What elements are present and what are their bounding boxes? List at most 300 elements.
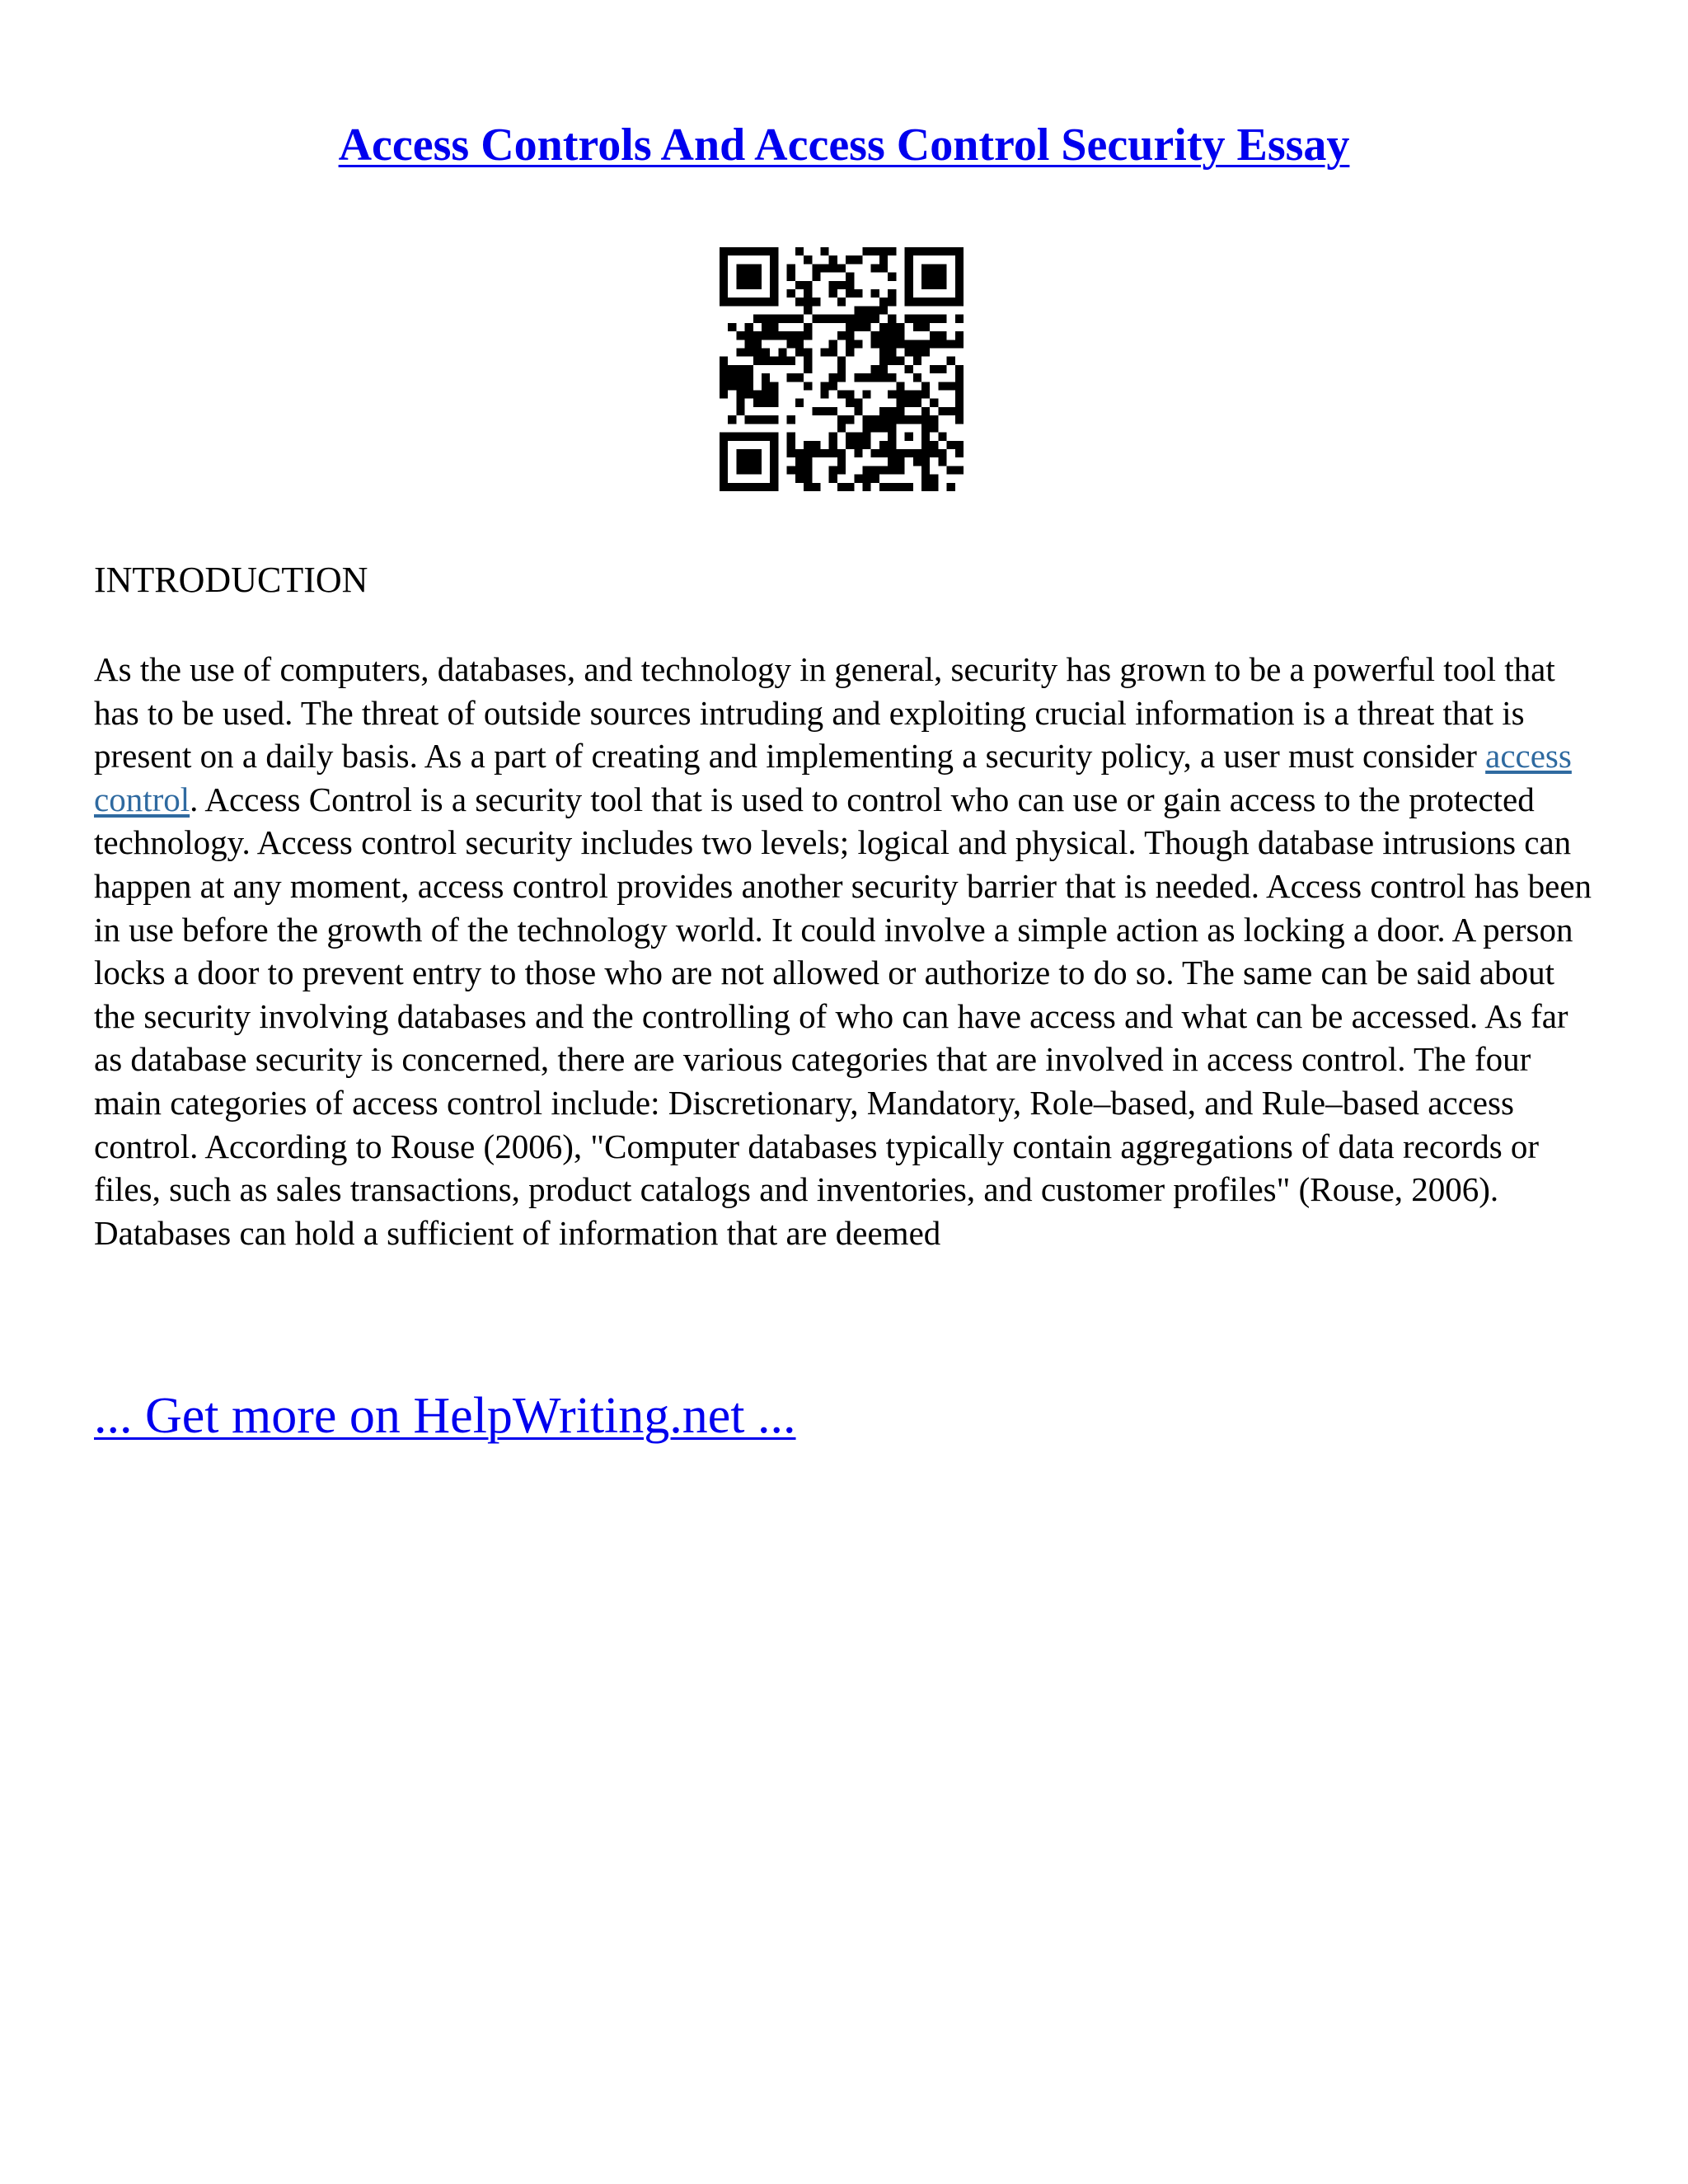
qr-module	[770, 449, 778, 457]
qr-module	[762, 298, 770, 306]
qr-module	[804, 348, 812, 356]
qr-module	[854, 475, 862, 483]
qr-module	[879, 298, 888, 306]
qr-module	[753, 457, 762, 466]
qr-module	[913, 449, 921, 457]
qr-module	[778, 348, 786, 356]
qr-module	[770, 382, 778, 390]
qr-module	[753, 415, 762, 424]
qr-module	[770, 399, 778, 407]
qr-module	[829, 255, 837, 264]
qr-module	[896, 457, 904, 466]
qr-module	[896, 382, 904, 390]
qr-module	[921, 466, 930, 474]
qr-module	[888, 391, 896, 399]
qr-module	[770, 323, 778, 331]
qr-module	[888, 373, 896, 382]
qr-module	[888, 298, 896, 306]
qr-module	[863, 247, 871, 255]
qr-module	[846, 273, 854, 281]
qr-module	[896, 407, 904, 415]
qr-module	[930, 399, 938, 407]
qr-module	[921, 415, 930, 424]
qr-module	[955, 331, 964, 340]
qr-module	[770, 441, 778, 449]
qr-module	[846, 441, 854, 449]
qr-module	[879, 373, 888, 382]
qr-module	[736, 466, 744, 474]
qr-module	[837, 264, 846, 272]
qr-module	[804, 441, 812, 449]
qr-module	[871, 424, 879, 432]
qr-module	[745, 273, 753, 281]
qr-module	[812, 407, 820, 415]
qr-module	[947, 441, 955, 449]
qr-module	[753, 264, 762, 272]
qr-module	[905, 365, 913, 373]
qr-module	[770, 331, 778, 340]
qr-module	[888, 457, 896, 466]
qr-module	[753, 483, 762, 491]
qr-module	[728, 382, 736, 390]
qr-module	[955, 407, 964, 415]
qr-module	[720, 273, 728, 281]
qr-module	[955, 391, 964, 399]
qr-module	[888, 433, 896, 441]
qr-module	[770, 281, 778, 289]
qr-module	[921, 483, 930, 491]
qr-module	[795, 457, 804, 466]
qr-module	[888, 424, 896, 432]
qr-module	[720, 391, 728, 399]
qr-module	[770, 264, 778, 272]
qr-module	[888, 340, 896, 348]
qr-module	[829, 340, 837, 348]
qr-module	[938, 331, 946, 340]
qr-module	[938, 247, 946, 255]
qr-module	[795, 315, 804, 323]
qr-module	[871, 475, 879, 483]
qr-module	[720, 449, 728, 457]
qr-module	[888, 357, 896, 365]
qr-module	[770, 391, 778, 399]
qr-module	[736, 348, 744, 356]
qr-module	[888, 331, 896, 340]
qr-module	[938, 449, 946, 457]
qr-module	[905, 281, 913, 289]
qr-module	[720, 382, 728, 390]
qr-module	[913, 415, 921, 424]
qr-module	[921, 348, 930, 356]
qr-module	[905, 415, 913, 424]
qr-module	[888, 348, 896, 356]
qr-module	[854, 441, 862, 449]
qr-module	[795, 281, 804, 289]
qr-module	[753, 315, 762, 323]
qr-module	[829, 315, 837, 323]
qr-module	[871, 415, 879, 424]
qr-module	[846, 415, 854, 424]
qr-module	[921, 323, 930, 331]
qr-module	[938, 382, 946, 390]
qr-module	[795, 449, 804, 457]
qr-module	[896, 391, 904, 399]
qr-module	[947, 466, 955, 474]
qr-module	[905, 449, 913, 457]
qr-module	[930, 315, 938, 323]
qr-module	[787, 289, 795, 298]
qr-module	[736, 457, 744, 466]
qr-module	[837, 365, 846, 373]
qr-module	[787, 273, 795, 281]
qr-module	[770, 289, 778, 298]
qr-module	[787, 331, 795, 340]
qr-module	[736, 449, 744, 457]
qr-module	[854, 340, 862, 348]
qr-module	[745, 433, 753, 441]
qr-module	[905, 391, 913, 399]
qr-module	[846, 281, 854, 289]
qr-module	[871, 306, 879, 314]
qr-module	[854, 399, 862, 407]
qr-module	[812, 273, 820, 281]
qr-module	[736, 483, 744, 491]
qr-module	[913, 391, 921, 399]
qr-module	[770, 273, 778, 281]
qr-module	[879, 357, 888, 365]
qr-module	[762, 391, 770, 399]
qr-module	[905, 399, 913, 407]
qr-module	[753, 348, 762, 356]
qr-module	[888, 483, 896, 491]
qr-module	[846, 391, 854, 399]
qr-module	[753, 281, 762, 289]
qr-module	[863, 315, 871, 323]
qr-module	[955, 298, 964, 306]
qr-module	[888, 315, 896, 323]
more-link-container	[94, 1385, 796, 1447]
title-link[interactable]: Access Controls And Access Control Security Essay	[338, 120, 1350, 171]
qr-module	[804, 457, 812, 466]
qr-module	[753, 399, 762, 407]
qr-module	[879, 340, 888, 348]
qr-module	[762, 382, 770, 390]
qr-module	[913, 457, 921, 466]
qr-module	[947, 407, 955, 415]
qr-module	[720, 466, 728, 474]
qr-module	[896, 449, 904, 457]
qr-module	[787, 433, 795, 441]
qr-module	[896, 357, 904, 365]
qr-module	[854, 407, 862, 415]
qr-module	[728, 433, 736, 441]
qr-module	[921, 475, 930, 483]
qr-module	[829, 441, 837, 449]
qr-module	[829, 466, 837, 474]
qr-module	[871, 340, 879, 348]
qr-module	[896, 483, 904, 491]
qr-module	[921, 298, 930, 306]
qr-module	[804, 382, 812, 390]
qr-module	[955, 365, 964, 373]
qr-module	[804, 323, 812, 331]
qr-module	[913, 357, 921, 365]
qr-module	[888, 289, 896, 298]
qr-module	[837, 298, 846, 306]
qr-module	[854, 255, 862, 264]
qr-module	[804, 365, 812, 373]
qr-module	[837, 415, 846, 424]
qr-module	[955, 449, 964, 457]
qr-module	[778, 331, 786, 340]
qr-module	[720, 289, 728, 298]
qr-module	[854, 373, 862, 382]
qr-module	[736, 433, 744, 441]
qr-module	[720, 483, 728, 491]
qr-module	[930, 331, 938, 340]
qr-module	[787, 466, 795, 474]
qr-module	[795, 475, 804, 483]
qr-module	[863, 391, 871, 399]
qr-module	[871, 247, 879, 255]
qr-module	[745, 391, 753, 399]
qr-module	[930, 441, 938, 449]
qr-module	[745, 365, 753, 373]
qr-module	[921, 424, 930, 432]
qr-module	[888, 441, 896, 449]
qr-module	[770, 247, 778, 255]
qr-module	[955, 373, 964, 382]
qr-module	[888, 466, 896, 474]
qr-module	[770, 475, 778, 483]
qr-module	[938, 315, 946, 323]
qr-module	[736, 365, 744, 373]
qr-module	[736, 373, 744, 382]
qr-module	[720, 441, 728, 449]
qr-module	[745, 348, 753, 356]
qr-module	[913, 348, 921, 356]
qr-module	[846, 340, 854, 348]
qr-module	[879, 255, 888, 264]
qr-module	[871, 315, 879, 323]
qr-module	[720, 457, 728, 466]
qr-module	[921, 247, 930, 255]
qr-module	[955, 264, 964, 272]
qr-module	[863, 323, 871, 331]
qr-module	[837, 331, 846, 340]
qr-module	[812, 449, 820, 457]
qr-module	[871, 365, 879, 373]
qr-module	[930, 340, 938, 348]
qr-module	[888, 407, 896, 415]
qr-module	[736, 391, 744, 399]
qr-module	[753, 331, 762, 340]
qr-module	[871, 264, 879, 272]
qr-module	[905, 264, 913, 272]
qr-module	[778, 357, 786, 365]
qr-module	[888, 449, 896, 457]
qr-module	[854, 289, 862, 298]
qr-module	[955, 382, 964, 390]
qr-module	[736, 407, 744, 415]
qr-module	[829, 449, 837, 457]
get-more-link[interactable]: ... Get more on HelpWriting.net ...	[94, 1388, 796, 1444]
qr-module	[913, 298, 921, 306]
qr-module	[787, 373, 795, 382]
qr-module	[837, 357, 846, 365]
qr-module	[905, 340, 913, 348]
qr-module	[837, 466, 846, 474]
qr-module	[905, 298, 913, 306]
qr-code-icon	[720, 247, 964, 491]
qr-module	[770, 457, 778, 466]
qr-module	[795, 340, 804, 348]
qr-module	[846, 331, 854, 340]
qr-module	[938, 407, 946, 415]
qr-module	[879, 264, 888, 272]
qr-module	[804, 449, 812, 457]
qr-module	[762, 247, 770, 255]
qr-module	[745, 340, 753, 348]
qr-module	[921, 391, 930, 399]
qr-module	[930, 264, 938, 272]
qr-module	[879, 348, 888, 356]
qr-module	[745, 264, 753, 272]
qr-module	[720, 373, 728, 382]
qr-module	[720, 247, 728, 255]
qr-module	[745, 415, 753, 424]
qr-module	[745, 298, 753, 306]
qr-module	[753, 466, 762, 474]
qr-module	[921, 457, 930, 466]
qr-module	[829, 373, 837, 382]
qr-module	[837, 281, 846, 289]
qr-module	[871, 289, 879, 298]
qr-module	[736, 273, 744, 281]
qr-module	[846, 255, 854, 264]
qr-module	[921, 449, 930, 457]
qr-module	[762, 415, 770, 424]
qr-module	[905, 247, 913, 255]
qr-module	[812, 441, 820, 449]
qr-module	[736, 247, 744, 255]
qr-module	[888, 415, 896, 424]
qr-module	[854, 449, 862, 457]
qr-module	[728, 323, 736, 331]
qr-module	[795, 399, 804, 407]
qr-module	[921, 407, 930, 415]
qr-module	[795, 331, 804, 340]
qr-module	[787, 315, 795, 323]
qr-module	[804, 289, 812, 298]
qr-module	[804, 281, 812, 289]
qr-module	[728, 365, 736, 373]
qr-module	[863, 433, 871, 441]
qr-module	[905, 348, 913, 356]
qr-module	[913, 323, 921, 331]
qr-module	[787, 357, 795, 365]
qr-module	[770, 483, 778, 491]
qr-module	[720, 433, 728, 441]
qr-module	[921, 264, 930, 272]
qr-module	[913, 340, 921, 348]
qr-module	[896, 323, 904, 331]
qr-module	[770, 357, 778, 365]
access-control-link[interactable]: access control	[94, 737, 1572, 818]
qr-module	[921, 281, 930, 289]
qr-module	[938, 264, 946, 272]
qr-module	[787, 264, 795, 272]
qr-module	[753, 273, 762, 281]
qr-module	[871, 466, 879, 474]
qr-module	[720, 281, 728, 289]
qr-module	[720, 298, 728, 306]
qr-module	[753, 391, 762, 399]
qr-module	[879, 331, 888, 340]
qr-module	[938, 281, 946, 289]
qr-module	[938, 365, 946, 373]
qr-module	[837, 391, 846, 399]
qr-module	[829, 433, 837, 441]
qr-module	[795, 298, 804, 306]
qr-module	[879, 424, 888, 432]
qr-module	[913, 315, 921, 323]
qr-module	[720, 357, 728, 365]
qr-module	[720, 365, 728, 373]
qr-module	[879, 483, 888, 491]
qr-module	[736, 382, 744, 390]
qr-module	[879, 441, 888, 449]
qr-module	[736, 281, 744, 289]
qr-module	[762, 315, 770, 323]
qr-module	[947, 340, 955, 348]
qr-module	[905, 433, 913, 441]
qr-module	[955, 289, 964, 298]
qr-module	[804, 483, 812, 491]
qr-module	[762, 323, 770, 331]
qr-module	[728, 373, 736, 382]
qr-module	[804, 298, 812, 306]
qr-module	[745, 483, 753, 491]
qr-module	[762, 348, 770, 356]
qr-module	[938, 457, 946, 466]
qr-module	[745, 323, 753, 331]
qr-module	[955, 415, 964, 424]
qr-module	[921, 273, 930, 281]
qr-module	[930, 475, 938, 483]
qr-module	[820, 264, 828, 272]
qr-module	[837, 373, 846, 382]
qr-module	[745, 449, 753, 457]
qr-module	[879, 449, 888, 457]
qr-module	[930, 483, 938, 491]
qr-module	[854, 433, 862, 441]
qr-module	[837, 315, 846, 323]
qr-module	[770, 433, 778, 441]
qr-module	[762, 331, 770, 340]
qr-module	[736, 264, 744, 272]
qr-module	[804, 331, 812, 340]
qr-module	[820, 449, 828, 457]
qr-module	[888, 273, 896, 281]
qr-module	[762, 483, 770, 491]
qr-module	[812, 264, 820, 272]
qr-module	[930, 281, 938, 289]
qr-module	[736, 331, 744, 340]
qr-module	[955, 441, 964, 449]
qr-module	[921, 441, 930, 449]
qr-module	[745, 457, 753, 466]
